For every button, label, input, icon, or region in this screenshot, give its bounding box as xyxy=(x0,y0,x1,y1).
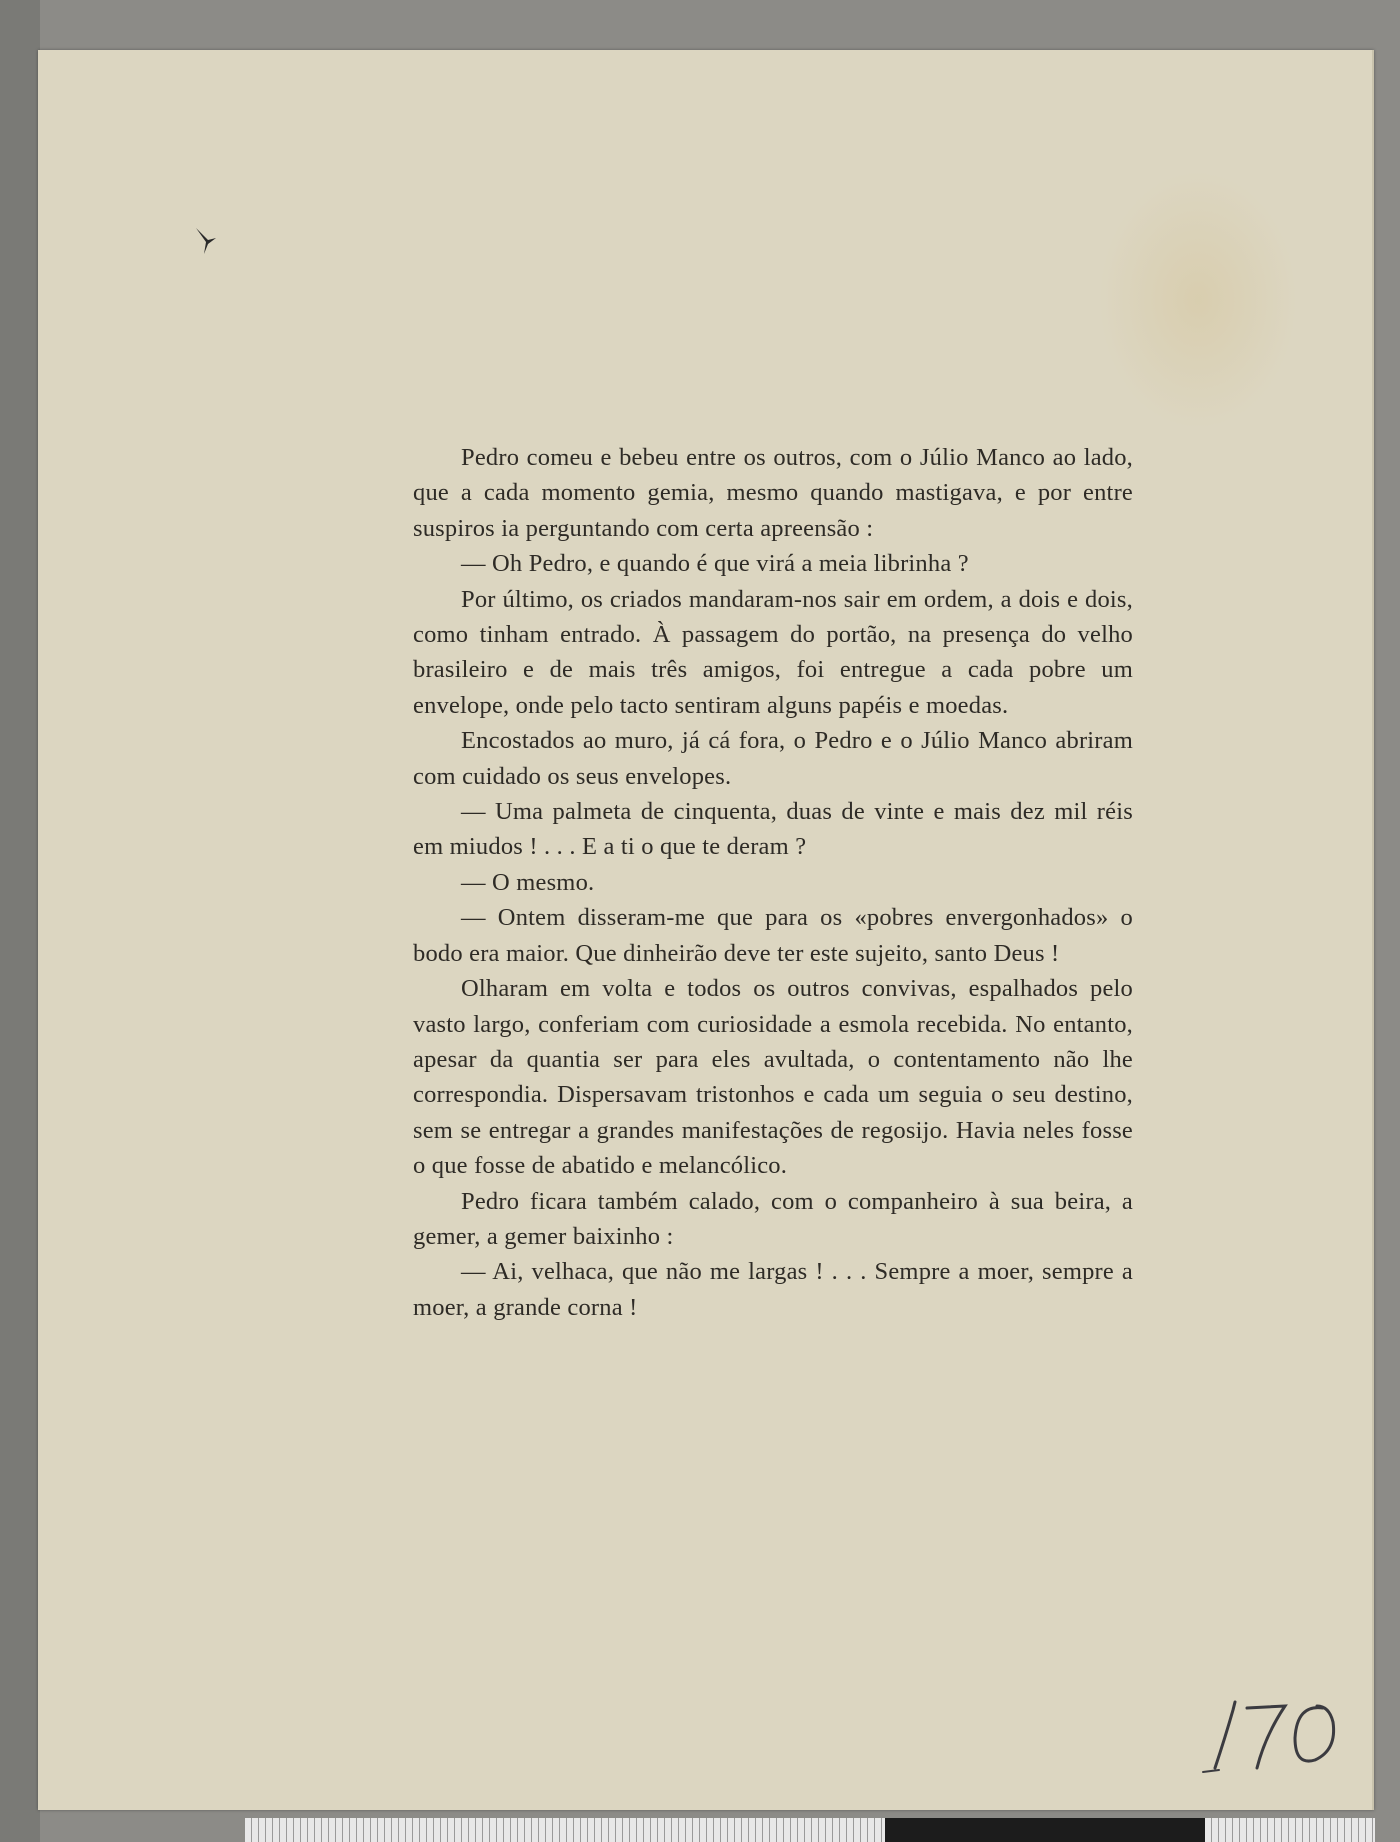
paragraph: Pedro comeu e bebeu entre os outros, com o Júlio Manco ao lado, que a cada momento gemia, mesmo quando mastigava, e por entre suspiros ia perguntando com certa apreensão : xyxy=(413,444,1133,542)
paragraph: — Uma palmeta de cinquenta, duas de vinte e mais dez mil réis em miudos ! . . . E a ti o que te deram ? xyxy=(413,798,1133,861)
paragraph: — Ai, velhaca, que não me largas ! . . . Sempre a moer, sempre a moer, a grande corna ! xyxy=(413,1258,1133,1321)
paragraph: — O mesmo. xyxy=(461,868,595,896)
color-scale-bar xyxy=(245,1818,1375,1842)
paragraph: — Ontem disseram-me que para os «pobres envergonhados» o bodo era maior. Que dinheirão deve ter este sujeito, santo Deus ! xyxy=(413,904,1133,967)
paper-stain xyxy=(1098,170,1298,430)
scanner-background xyxy=(0,0,40,1842)
paragraph: Pedro ficara também calado, com o companheiro à sua beira, a gemer, a gemer baixinho : xyxy=(413,1187,1133,1250)
paragraph: — Oh Pedro, e quando é que virá a meia librinha ? xyxy=(461,550,969,578)
body-text xyxy=(413,440,1133,1325)
arrow-mark-icon xyxy=(194,226,218,256)
scale-segment-light xyxy=(245,1818,885,1842)
paragraph: Encostados ao muro, já cá fora, o Pedro e o Júlio Manco abriram com cuidado os seus envelopes. xyxy=(413,727,1133,790)
document-page xyxy=(38,50,1374,1810)
paragraph: Olharam em volta e todos os outros convivas, espalhados pelo vasto largo, conferiam com curiosidade a esmola recebida. No entanto, apesar da quantia ser para eles avultada, o contentamento não lhe correspondia. Dispersavam tristonhos e cada um seguia o seu destino, sem se entregar a grandes manifestações de regosijo. Havia neles fosse o que fosse de abatido e melancólico. xyxy=(413,975,1133,1180)
paragraph: Por último, os criados mandaram-nos sair em ordem, a dois e dois, como tinham entrado. À passagem do portão, na presença do velho brasileiro e de mais três amigos, foi entregue a cada pobre um envelope, onde pelo tacto sentiram alguns papéis e moedas. xyxy=(413,585,1133,719)
scale-segment-dark xyxy=(885,1818,1205,1842)
scale-segment-light xyxy=(1205,1818,1375,1842)
folio-number-handwritten xyxy=(1185,1688,1355,1778)
